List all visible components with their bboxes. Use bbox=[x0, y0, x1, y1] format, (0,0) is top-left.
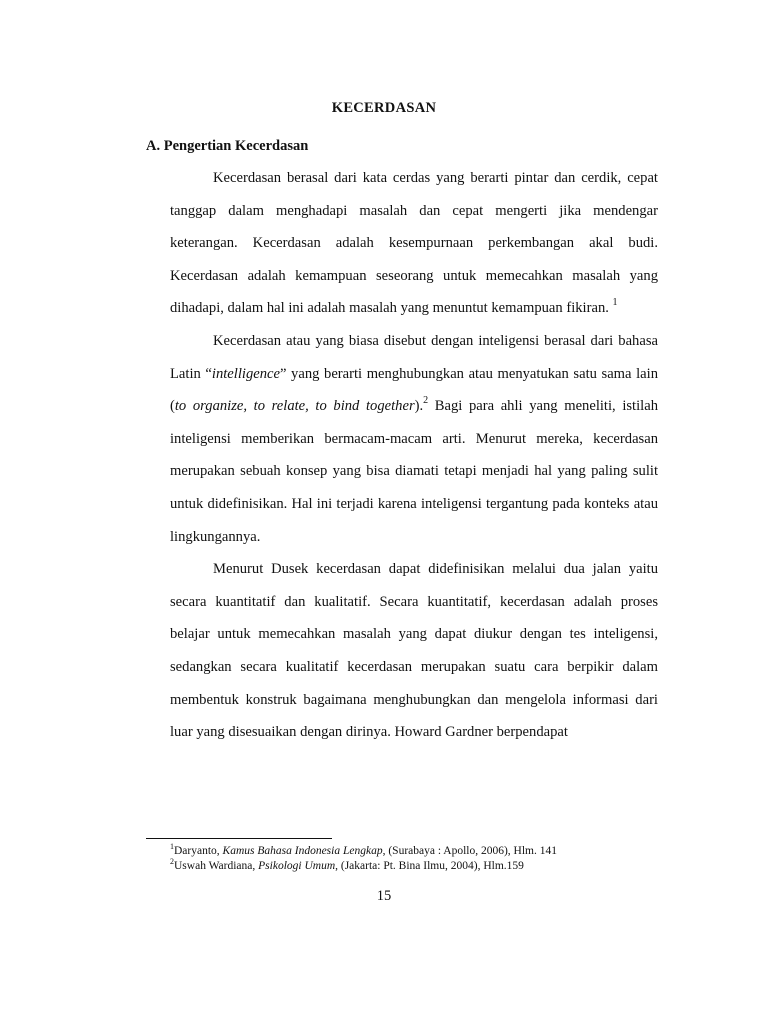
footnote-2-author: Uswah Wardiana, bbox=[174, 860, 259, 872]
footnote-1-details: , (Surabaya : Apollo, 2006), Hlm. 141 bbox=[382, 845, 557, 857]
paragraph-2-text-d: Bagi para ahli yang meneliti, istilah inteligensi memberikan bermacam-macam arti. Menurut mereka, kecerdasan merupakan sebuah konsep yang bisa diamati tetapi menjadi hal yang paling sulit untuk didefinisikan. Hal ini terjadi karena inteligensi tergantung pada konteks atau lingkungannya. bbox=[170, 398, 658, 545]
paragraph-1 bbox=[170, 162, 658, 325]
paragraph-2-italic-term: intelligence bbox=[211, 365, 280, 382]
page-title: KECERDASAN bbox=[331, 100, 437, 116]
page-number: 15 bbox=[376, 888, 392, 904]
section-heading: A. Pengertian Kecerdasan bbox=[146, 138, 309, 154]
footnote-2 bbox=[170, 859, 690, 874]
footnote-1-number: 1 bbox=[170, 842, 174, 851]
footnote-1-author: Daryanto, bbox=[174, 845, 223, 857]
footnote-2-work: Psikologi Umum bbox=[258, 860, 336, 872]
paragraph-3 bbox=[170, 553, 658, 749]
paragraph-2-italic-phrase: to organize, to relate, to bind together bbox=[174, 398, 415, 415]
paragraph-2-text-c: ). bbox=[414, 398, 424, 415]
body-text bbox=[170, 162, 658, 749]
footnote-separator bbox=[146, 838, 332, 839]
paragraph-3-text: Menurut Dusek kecerdasan dapat didefinisikan melalui dua jalan yaitu secara kuantitatif dan kualitatif. Secara kuantitatif, kecerdasan adalah proses belajar untuk memecahkan masalah yang dapat diukur dengan tes inteligensi, sedangkan secara kualitatif kecerdasan merupakan suatu cara berpikir dalam membentuk konstruk bagaimana menghubungkan dan mengelola informasi dari luar yang disesuaikan dengan dirinya. Howard Gardner berpendapat bbox=[170, 561, 658, 741]
footnote-ref-2[interactable]: 2 bbox=[423, 395, 429, 407]
paragraph-2 bbox=[170, 325, 658, 553]
paragraph-2-text-a: Kecerdasan atau yang biasa disebut dengan inteligensi berasal dari bahasa Latin “ bbox=[170, 332, 658, 382]
paragraph-2-text-b: ” yang berarti menghubungkan atau menyatukan satu sama lain ( bbox=[170, 365, 658, 415]
footnote-1 bbox=[170, 844, 690, 859]
footnote-1-work: Kamus Bahasa Indonesia Lengkap bbox=[222, 845, 383, 857]
paragraph-1-text: Kecerdasan berasal dari kata cerdas yang berarti pintar dan cerdik, cepat tanggap dalam menghadapi masalah dan cepat mengerti jika mendengar keterangan. Kecerdasan adalah kesempurnaan perkembangan akal budi. Kecerdasan adalah kemampuan seseorang untuk memecahkan masalah yang dihadapi, dalam hal ini adalah masalah yang menuntut kemampuan fikiran. bbox=[170, 170, 658, 317]
footnote-2-number: 2 bbox=[170, 857, 174, 866]
footnote-2-details: , (Jakarta: Pt. Bina Ilmu, 2004), Hlm.159 bbox=[335, 860, 524, 872]
footnotes bbox=[170, 844, 690, 874]
footnote-ref-1[interactable]: 1 bbox=[612, 297, 618, 309]
